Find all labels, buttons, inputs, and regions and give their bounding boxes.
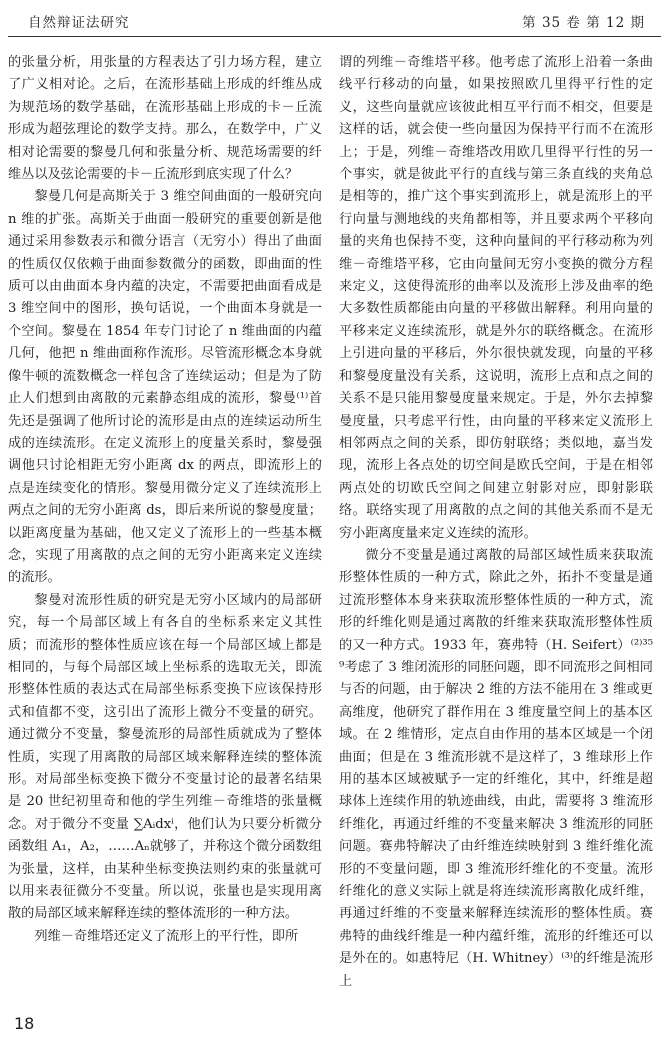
paragraph: 黎曼几何是高斯关于 3 维空间曲面的一般研究向 n 维的扩张。高斯关于曲面一般研究的重要创新是他通过采用参数表示和微分语言（无穷小）得出了曲面的性质仅仅依赖于曲面参数微分的函数，即曲面的性质可以由曲面本身内蕴的决定，不需要把曲面看成是 3 维空间中的图形，换句话说，一个曲面本身就是一个空间。黎曼在 1854 年专门讨论了 n 维曲面的内蕴几何，他把 n 维曲面称作流形。尽管流形概念本身就像牛顿的流数概念一样包含了连续运动；但是为了防止人们想到由离散的元素静态组成的流形，黎曼⁽¹⁾首先还是强调了他所讨论的流形是由点的连续运动所生成的连续流形。在定义流形上的度量关系时，黎曼强调他只讨论相距无穷小距离 dx 的两点，即流形上的点是连续变化的情形。黎曼用微分定义了连续流形上两点之间的无穷小距离 ds，即后来所说的黎曼度量；以距离度量为基础，他又定义了流形上的一些基本概念，实现了用离散的点之间的无穷小距离来定义连续的流形。 bbox=[8, 189, 322, 586]
paragraph: 微分不变量是通过离散的局部区域性质来获取流形整体性质的一种方式，除此之外，拓扑不变量是通过流形整体本身来获取流形整体性质的一种方式，流形的纤维化则是通过离散的纤维来获取流形整体性质的又一种方式。1933 年，赛弗特（H. Seifert）⁽²⁾³⁵⁹考虑了 3 维闭流形的同胚问题，即不同流形之间相同与否的问题，由于解决 2 维的方法不能用在 3 维或更高维度，他研究了群作用在 3 维度量空间上的基本区域。在 2 维情形，定点自由作用的基本区域是一个闭曲面；但是在 3 维流形就不是这样了，3 维球形上作用的基本区域被赋予一定的纤维化，其中，纤维是超球体上连续作用的轨迹曲线，由此，需要将 3 维流形纤维化，再通过纤维的不变量来解决 3 维流形的同胚问题。赛弗特解决了由纤维连续映射到 3 维纤维化流形的不变量问题，即 3 维流形纤维化的不变量。流形纤维化的意义实际上就是将连续流形离散化成纤维，再通过纤维的不变量来解释连续流形的整体性质。赛弗特的曲线纤维是一种内蕴纤维，流形的纤维还可以是外在的。如惠特尼（H. Whitney）⁽³⁾的纤维是流形上 bbox=[339, 547, 653, 989]
journal-title: 自然辩证法研究 bbox=[28, 15, 130, 31]
right-column bbox=[339, 52, 653, 1012]
paragraph: 列维－奇维塔还定义了流形上的平行性，即所 bbox=[34, 928, 299, 944]
paragraph: 谓的列维－奇维塔平移。他考虑了流形上沿着一条曲线平行移动的向量，如果按照欧几里得平行性的定义，这些向量就应该彼此相互平行而不相交，但要是这样的话，就会使一些向量因为保持平行而不在流形上；于是，列维－奇维塔改用欧几里得平行性的另一个事实，就是彼此平行的直线与第三条直线的夹角总是相等的，推广这个事实到流形上，就是流形上的平行向量与测地线的夹角都相等，并且要求两个平移向量的夹角也保持不变，这种向量间的平行移动称为列维－奇维塔平移，它由向量间无穷小变换的微分方程来定义，这使得流形的曲率以及流形上涉及曲率的绝大多数性质都能由向量的平移做出解释。利用向量的平移来定义连续流形，就是外尔的联络概念。在流形上引进向量的平移后，外尔很快就发现，向量的平移和黎曼度量没有关系，这说明，流形上点和点之间的关系不是只能用黎曼度量来规定。于是，外尔去掉黎曼度量，只考虑平行性，由向量的平移来定义流形上相邻两点之间的关系，即仿射联络；类似地，嘉当发现，流形上各点处的切空间是欧氏空间，于是在相邻两点处的切欧氏空间之间建立射影对应，即射影联络。联络实现了用离散的点之间的其他关系而不是无穷小距离度量来定义连续的流形。 bbox=[339, 55, 653, 541]
paragraph: 黎曼对流形性质的研究是无穷小区域内的局部研究，每一个局部区域上有各自的坐标系来定义其性质；而流形的整体性质应该在每一个局部区域上都是相同的，与每个局部区域上坐标系的选取无关，即流形整体性质的表达式在局部坐标系变换下应该保持形式和值都不变，这引出了流形上微分不变量的研究。通过微分不变量，黎曼流形的局部性质就成为了整体性质，实现了用离散的局部区域来解释连续的整体流形。对局部坐标变换下微分不变量讨论的最著名结果是 20 世纪初里奇和他的学生列维－奇维塔的张量概念。对于微分不变量 ∑Aᵢdxⁱ，他们认为只要分析微分函数组 A₁，A₂，……Aₙ就够了，并称这个微分函数组为张量，这样，由某种坐标变换法则约束的张量就可以用来表征微分不变量。所以说，张量也是实现用离散的局部区域来解释连续的整体流形的一种方法。 bbox=[8, 592, 322, 922]
left-column bbox=[8, 52, 322, 1012]
page-number: 18 bbox=[14, 1014, 35, 1033]
issue-info: 第 35 卷 第 12 期 bbox=[522, 15, 645, 31]
running-header bbox=[0, 0, 669, 36]
header-divider bbox=[8, 36, 661, 37]
paragraph: 的张量分析，用张量的方程表达了引力场方程，建立了广义相对论。之后，在流形基础上形成的纤维丛成为规范场的数学基础，在流形基础上形成的卡－丘流形成为超弦理论的数学支持。那么，在数学中，广义相对论需要的黎曼几何和张量分析、规范场需要的纤维丛以及弦论需要的卡－丘流形到底实现了什么？ bbox=[8, 55, 322, 183]
